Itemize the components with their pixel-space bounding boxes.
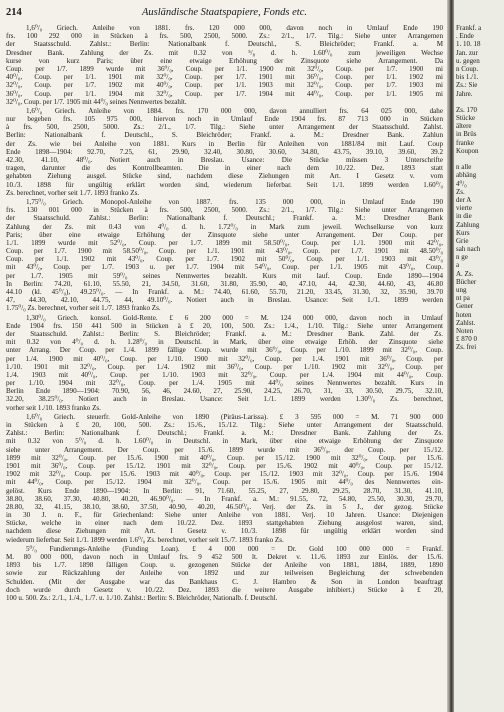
entry-text-line: M. 80 000 000, davon noch in Umlauf frs. 9 452 500 lt. Dekret v. 11./6. 1893 zur Einlös. der 15./6. — [6, 553, 443, 561]
entry-heading-line: 1,6⁰/₀ Griech. steuerfr. Gold-Anleihe von 1890 (Piräus-Larissa). £ 3 595 000 = M. 71 900 000 — [26, 412, 443, 421]
entry-heading-line: 1,6⁰/₀ Griech. Anleihe von 1881. frs. 120 000 000, davon noch in Umlauf Ende 190 — [26, 24, 443, 32]
entry-text-line: 32.20, 38.25⁰/₀. Notiert auch in Breslau. Usance: Seit 1./1. 1899 werden 1.30⁰/₀ Zs. berechnet, — [6, 395, 443, 404]
right-page-line: abhäng — [456, 171, 477, 180]
right-page-line: Stücke — [456, 114, 476, 123]
right-page-line: Zs. frei — [456, 343, 477, 352]
right-page-line: Zs. 170 — [456, 105, 477, 114]
entry-text-line: 1901 mit 36⁰/₀, Coup. per 15./12. 1901 mit 32⁰/₀, Coup. per 15./6. 1902 mit 40⁰/₀, Coup. per 15./12. — [6, 461, 443, 470]
entry-text-line: tragen, darunter die des Kontrollbeamten. Die in einer nach dem 10./22. Dez. 1893 statt — [6, 164, 443, 173]
right-page-line: sah nach — [456, 245, 481, 254]
right-page-line — [454, 352, 504, 360]
entry-text-line: 44.10 (kl. 45⁰/₀), 49.25⁰/₀. — In Frankf. a. M.: 74.40, 61.60, 55.70, 21.20, 33.45, 31.30, 32, 35.90, 39.70 — [6, 288, 443, 296]
bond-entry — [6, 107, 443, 197]
right-page-line: Noten — [456, 326, 474, 335]
entry-text-line: in 30 J. n. F., für Griechenland: Siehe unter Anleihe von 1881. Verj. 10 Jahren. Usance: Diejenigen — [6, 511, 443, 520]
entry-text-line: 1./4. 1903 mit 40⁰/₀, Coup. per 1./10. 1903 mit 32⁰/₀, Coup. per 1./4. 1904 mit 44⁰/₀, Coup. — [6, 370, 443, 379]
right-page-line: der A — [456, 195, 472, 204]
right-page-line — [454, 155, 504, 163]
entry-text-line: 1899 mit 32⁰/₀, Coup. per 15./6. 1900 mit 40⁰/₀, Coup. per 15./12. 1900 mit 32⁰/₀, Coup. per 15./6. — [6, 453, 443, 462]
entry-text-line: mit 43⁰/₀, Coup. per 1./7. 1903 u. per 1./7. 1904 mit 54⁰/₀, Coup. per 1./1. 1905 mit 43⁰/₀, Coup. — [6, 263, 443, 272]
entry-text-line: der Staatsschuld. Zahlst.: Berlin: Nationalbank f. Deutschl., S. Bleichröder; Frankf. a. M — [6, 40, 443, 49]
bond-entry — [6, 314, 443, 412]
page-number: 214 — [6, 7, 22, 18]
entry-heading-line: 1,30⁰/₀ Griech. konsol. Gold-Rente. £ 6 200 000 = M. 124 000 000, davon noch in Umlauf — [26, 313, 443, 322]
entry-text-line: per 1./7. 1905 mit 59⁰/₀ seines Nennwertes bezahlt. Kurs mit lauf. Coup. Ende 1890—1904 — [6, 271, 443, 280]
right-page-line — [454, 368, 504, 376]
right-page-line: 4⁰/₀ — [456, 179, 467, 188]
right-page-line: Bücher — [456, 277, 477, 286]
entry-text-line: nachdem diese Ziehungen mit Art. I Gesetz v. 10./3. 1898 für ungültig erklärt worden sind — [6, 527, 443, 536]
running-title: Ausländische Staatspapiere, Fonds etc. — [142, 7, 307, 18]
book-gutter — [447, 0, 454, 712]
entry-text-line: kurse von kurz Paris; über eine etwaige Erhöhung der Zinsquote siehe Arrangement. Da — [6, 56, 443, 65]
right-page-line: Jahre. — [456, 89, 473, 98]
entry-text-line: Ende 1904 frs. 150 441 500 in Stücken à £ 20, 100, 500. Zs.: 1./4., 1./10. Tilg.: Siehe unter Arrangement — [6, 321, 443, 330]
right-page-line — [454, 376, 504, 384]
bond-entry — [6, 24, 443, 106]
bond-entry — [6, 545, 443, 602]
right-page-line: A. Zs. — [456, 269, 474, 278]
entry-text-line: 1893 bis 1./7. 1898 fälligen Coup. u. gezogenen Stücke der Anleihe von 1881, 1884, 1889, 1890 — [6, 561, 443, 570]
right-page-line: £ 870 0 — [456, 335, 477, 344]
entry-text-line: in Stücken à £ 20, 100, 500. Zs.: 15./6., 15./12. Tilg.: Siehe unter Arrangement der Staatsschuld. — [6, 421, 443, 429]
entry-text-line: Berlin: Nationalbank f. Deutschl., S. Bleichröder; Frankf. a. M.: Dresdner Bank. Zahlun — [6, 131, 443, 140]
right-page-line — [454, 98, 504, 106]
right-page-line: ung — [456, 286, 467, 294]
entry-text-line: mit 44⁰/₀, Coup. per 15./12. 1904 mit 32⁰/₀, Coup. per 15./6. 1905 mit 44⁰/₀ des Nennwertes ein- — [6, 478, 443, 487]
entry-text-line: 28.80, 32, 41.15, 38.10, 38.60, 37.50, 40.90, 40.20, 46.50⁰/₀. Verj. der Zs. in 5 J., der gezog. Stücke — [6, 502, 443, 511]
entry-text-line: Zahlung der Zs. mit 0.43 von 4⁰/₀ d. h. 1.72⁰/₀ in Mark zum jeweil. Wechselkurse von kurz — [6, 222, 443, 231]
entry-text-line: frs. 130 001 000 in Stücken à frs. 500, 2500, 5000. Zs.: 2/1., 1/7. Tilg.: Siehe unter Arrangemen — [6, 206, 443, 215]
entry-text-line: per 1./10. 1904 mit 32⁰/₀, Coup. per 1./4. 1905 mit 44⁰/₀ seines Nennwertes bezahlt. Kurs in — [6, 379, 443, 388]
bond-entry — [6, 413, 443, 544]
entry-text-line: sowie zur Rückzahlung der Anleihe von 1892 und zur teilweisen Begleichung der schwebenden — [6, 569, 443, 578]
entry-text-line: Stücke, welche in einer nach dem 10./22. Dez. 1893 stattgehabten Ziehung ausgelost waren, sind, — [6, 519, 443, 528]
entry-text-line: doch wurde durch Gesetz v. 10./22. Dez. 1893 die weitere Ausgabe inhibiert.) Stücke à £ 20, — [6, 585, 443, 594]
entry-text-line: Coup. per 1./1. 1902 mit 43⁰/₀, Coup. per 1./7. 1902 mit 50⁰/₀, Coup. per 1./1. 1903 mit 43⁰/₀ — [6, 255, 443, 264]
right-page-line: u. gegen — [456, 56, 480, 65]
entry-text-line: der Staatsschuld. Zahlst.: Berlin: Nationalbank f. Deutschl.; Frankf. a. M.: Dresdner Bank — [6, 214, 443, 223]
entry-text-line: siehe unter Arrangement. Der Coup. per 15./6. 1899 wurde mit 36⁰/₀, der Coup. per 15./12. — [6, 445, 443, 454]
entry-heading-line: 1,75⁰/₀ Griech. Monopol-Anleihe von 1887. frs. 135 000 000, in Umlauf Ende 190 — [26, 197, 443, 206]
right-page-line: 1. 10. 18 — [456, 40, 481, 49]
entry-text-line: der Zs. wie bei Anleihe von 1881. Kurs in Berlin für Anleihen von 1881/84 mit Lauf. Coup — [6, 139, 443, 148]
entry-text-line: Schulden. (Mit der Ausgabe war das Bankhaus C. J. Hambro & Son in London beauftragt — [6, 577, 443, 586]
entry-text-line: 10./3. 1898 für ungültig erklärt worden sind, wiederum lieferbar. Seit 1./1. 1899 werden 1.60⁰/₀ — [6, 180, 443, 189]
right-page-line: n ge — [456, 253, 468, 262]
left-page-text-column — [6, 24, 443, 603]
entry-text-line: à frs. 500, 2500, 5000. Zs.: 2/1., 1/7. Tilg.: Siehe unter Arrangement der Staatsschuld. Zahlst. — [6, 123, 443, 132]
right-page-line: in Brüs — [456, 130, 477, 139]
entry-text-line: 1.75⁰/₀ Zs. berechnet, vorher seit 1./7. 1893 franko Zs. — [6, 304, 161, 313]
entry-heading-line: 1,6⁰/₀ Griech. Anleihe von 1884. frs. 170 000 000, davon annulliert frs. 64 025 000, dahe — [26, 106, 443, 115]
entry-text-line: mit 0.32 von 4⁰/₀ d. h. 1.28⁰/₀ in Deutschl. in Mark, über eine etwaige Erhöh. der Zinsquote siehe — [6, 338, 443, 347]
right-page-line: n alle — [456, 163, 472, 172]
entry-text-line: 42.30, 41.10, 48⁰/₀. Notiert auch in Breslau. Usance: Die Stücke müssen 3 Unterschrifte — [6, 156, 443, 164]
entry-text-line: 1./10. 1901 mit 32⁰/₀, Coup. per 1./4. 1902 mit 36⁰/₀, Coup. per 1./10. 1902 mit 32⁰/₀, Coup. per — [6, 362, 443, 371]
right-page-line: Jan. zur — [456, 48, 478, 57]
entry-text-line: 100 u. 500. Zs.: 2./1., 1./4., 1./7. u. 1./10. Zahlst.: Berlin: S. Bleichröder, Nationalb. f. Deutschl. — [6, 593, 278, 602]
right-page-line: nt pa — [456, 294, 470, 303]
entry-text-line: In Berlin: 74.20, 61.10, 55.50, 21, 34.50, 31.60, 31.80, 35.90, 40, 47.10, 44, 42.30, 44.60, 43, 46.80 — [6, 279, 443, 288]
entry-text-line: vorher seit 1./10. 1893 franko Zs. — [6, 403, 101, 412]
right-page-line: a — [456, 261, 460, 270]
right-page-line: Grie — [456, 236, 469, 245]
right-page-line: Frankf. a — [456, 24, 482, 32]
entry-text-line: mit 0.32 von 5⁰/₀ d. h. 1.60⁰/₀ in Deutschl. in Mark, über eine etwaige Erhöhung der Zinsquote — [6, 437, 443, 446]
entry-text-line: Zs. berechnet, vorher seit 1./7. 1893 franko Zs. — [6, 188, 140, 197]
entry-text-line: 1./1. 1899 wurde mit 52⁰/₀, Coup. per 1./7. 1899 mit 58.50⁰/₀, Coup. per 1./1. 1900 mit 42⁰/₀, — [6, 238, 443, 247]
right-page-fragment — [454, 0, 504, 712]
entry-text-line: 1902 mit 32⁰/₀, Coup. per 15./6. 1903 mit 40⁰/₀, Coup. per 15./12. 1903 mit 32⁰/₀, Coup. per 15./6. 1904 — [6, 470, 443, 479]
entry-text-line: nur begeben frs. 105 975 000, hiervon noch in Umlauf Ende 1904 frs. 87 713 000 in Stücken — [6, 115, 443, 124]
entry-text-line: Paris; über eine etwaige Erhöhung der Zinsquote siehe unter Arrangement. Der Coup. per — [6, 230, 443, 239]
right-page-line: ältere — [456, 122, 472, 131]
entry-text-line: der Staatsschuld. Zahlst.: Berlin: S. Bleichröder; Frankf. a. M.: Dresdner Bank. Zahl. der Zs. — [6, 329, 443, 338]
entry-text-line: wiederum lieferbar. Seit 1./1. 1899 werden 1.6⁰/₀ Zs. berechnet, vorher seit 15./7. 1893 franko Zs. — [6, 535, 284, 544]
bond-entry — [6, 198, 443, 313]
right-page-line: hoten — [456, 310, 472, 319]
entry-text-line: per 1./4. 1900 mit 40⁰/₀, Coup. per 1./10. 1900 mit 32⁰/₀, Coup. per 1./4. 1901 mit 36⁰/₀, Coup. per — [6, 354, 443, 363]
right-page-line: n Coup. — [456, 64, 479, 73]
entry-text-line: frs. 100 292 000 in Stücken à frs. 500, 2500, 5000. Zs.: 2/1., 1/7. Tilg.: Siehe unter Arrangemen — [6, 32, 443, 41]
entry-text-line: Coup. per 1./7. 1900 mit 58.50⁰/₀, Coup. per 1./1. 1901 mit 43⁰/₀, Coup. per 1./7. 1901 mit 48.50⁰/₀ — [6, 247, 443, 256]
entry-text-line: Zahlst.: Berlin: Nationalbank f. Deutschl.; Frankf. a. M.: Dresdner Bank. Zahlung der Zs. — [6, 429, 443, 438]
right-page-line: in die — [456, 212, 472, 221]
entry-text-line: gehabten Ziehung ausgel. Stücke sind, nachdem diese Ziehungen mit Art. I Gesetz v. vom — [6, 172, 443, 181]
entry-text-line: 32⁰/₀, Coup. per 1/7. 1905 mit 44⁰/₀ seines Nennwertes bezahlt. — [6, 97, 187, 106]
right-page-line: Zs.: Sie — [456, 81, 478, 90]
entry-text-line: 32⁰/₀, Coup. per 1/7. 1902 mit 40⁰/₀, Coup. per 1/1. 1903 mit 32⁰/₀, Coup. per 1/7. 1903 mi — [6, 81, 443, 90]
right-page-line: bis 1./1. — [456, 73, 479, 82]
right-page-line: Kurs — [456, 228, 470, 237]
right-page-line: Zahlung — [456, 220, 480, 229]
right-page-line: franke — [456, 138, 474, 147]
right-page-line: Zs. — [456, 187, 465, 196]
entry-text-line: 38.80, 38.60, 37.30, 40.80, 40.20, 46.90⁰/₀. — In Frankf. a. M.: 91.55, 72, 54.80, 25.50, 30.30, 29.70, — [6, 494, 443, 503]
right-page-line: Koupon — [456, 146, 479, 155]
entry-text-line: 47, 44.30, 42.10, 44.75, 44, 49.10⁰/₀. Notiert auch in Breslau. Usance: Seit 1./1. 1899 werden — [6, 296, 443, 305]
right-page-line — [454, 360, 504, 368]
right-page-text-column — [454, 24, 504, 384]
entry-text-line: Berlin Ende 1890—1904: 70.90, 56, 46, 24.60, 27, 25.90, 24.25, 26.70, 31, 33, 30.50, 29.75, 32.10, — [6, 387, 443, 396]
right-page-line: Gener — [456, 302, 474, 311]
right-page-line: Zahlst. — [456, 318, 476, 327]
entry-text-line: gelöst. Kurs Ende 1890—1904: In Berlin: 91, 71.60, 55.25, 27, 29.80, 29.25, 28.70, 31.30, 41.10, — [6, 486, 443, 495]
entry-heading-line: 5⁰/₀ Fundierungs-Anleihe (Funding Loan). £ 4 000 000 = Dr. Gold 100 000 000 = Frankf. — [26, 544, 443, 553]
page-header — [6, 6, 443, 20]
entry-text-line: Coup. per 1/7. 1899 wurde mit 36⁰/₀, Coup. per 1/1. 1900 mit 32⁰/₀, Coup. per 1/7. 1900 mi — [6, 64, 443, 73]
entry-text-line: unter Arrang. Der Coup. per 1./4. 1899 fällige Coup. wurde mit 36⁰/₀, Coup. per 1./10. 1899 mit 32⁰/₀, Coup. — [6, 346, 443, 355]
entry-text-line: Dresdner Bank. Zahlung der Zs. mit 0.32 von ⁵/₈ d. h. 1.60⁰/₀ zum jeweiligen Wechse — [6, 48, 443, 57]
right-page-line: vierte — [456, 204, 472, 213]
entry-text-line: 36⁰/₀, Coup. per 1/1. 1904 mit 32⁰/₀, Coup. per 1/7. 1904 mit 44⁰/₀, Coup. per 1/1. 1905 mi — [6, 89, 443, 98]
entry-text-line: 40⁰/₀, Coup. per 1/1. 1901 mit 32⁰/₀, Coup. per 1/7. 1901 mit 36⁰/₀, Coup. per 1/1. 1902 mi — [6, 73, 443, 82]
entry-text-line: Ende 1898—1904: 92.70, 7.25, 61, 29.90, 32.40, 30.80, 30.60, 34.80, 43.75, 39.10, 39.60, 39.2 — [6, 147, 443, 156]
right-page-line: . Ende — [456, 32, 474, 41]
